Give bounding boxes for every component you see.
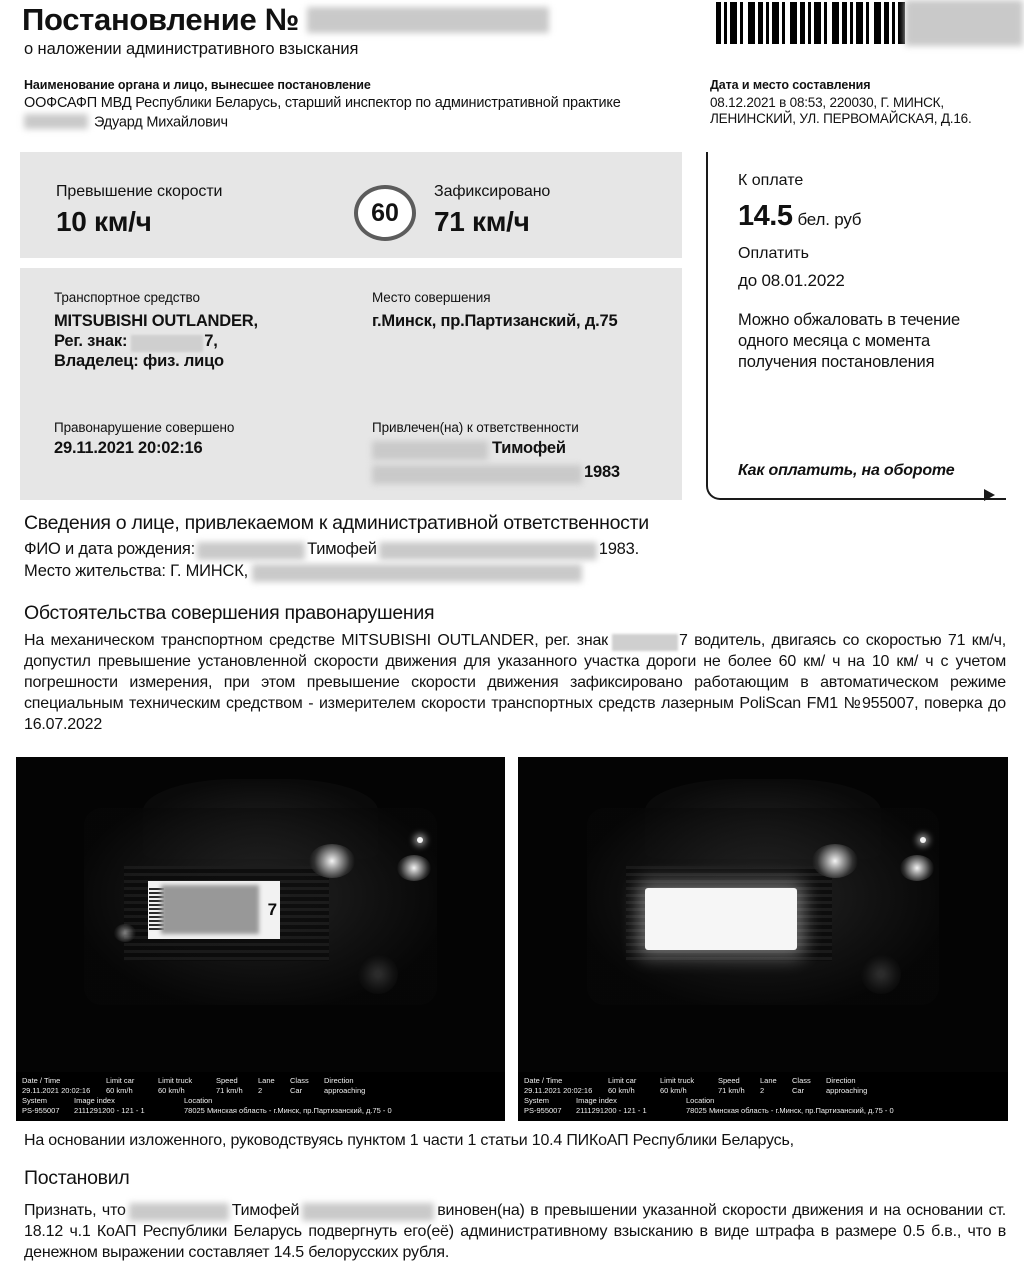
document-subtitle: о наложении административного взыскания	[24, 40, 359, 58]
person-address-label: Место жительства:	[24, 562, 166, 580]
ruling-text-part-2: виновен(на) в превышении указанной скорости движения и на основании ст. 18.12 ч.1 КоАП Республики Беларусь подвергнуть его(её) административному взысканию в виде штрафа в размере 0.5 б.в., что в денежном выражении составляет 14.5 белорусских рубля.	[24, 1202, 1006, 1261]
overlay-col-datetime-header: Date / Time	[22, 1076, 61, 1085]
overlay-header-row	[524, 1076, 1002, 1086]
redacted-ruling-surname	[129, 1203, 229, 1221]
legal-basis-text: На основании изложенного, руководствуясь пунктом 1 части 1 статьи 10.4 ПИКоАП Республики Беларусь,	[24, 1132, 794, 1149]
responsible-person-first-name: Тимофей	[492, 439, 566, 457]
pay-by-date: до 08.01.2022	[738, 271, 845, 290]
person-first-name: Тимофей	[307, 540, 377, 558]
redacted-surname	[372, 441, 488, 460]
overlay-lane-value: 2	[258, 1086, 263, 1095]
overlay-limittruck-value: 60 km/h	[158, 1086, 185, 1095]
issue-date-line-1: 08.12.2021 в 08:53, 220030, Г. МИНСК,	[710, 95, 944, 110]
vehicle-wheel-shape	[861, 954, 901, 994]
amount-due-value	[738, 200, 861, 233]
evidence-photo-right	[518, 757, 1008, 1121]
issue-date-label: Дата и место составления	[710, 78, 871, 92]
vehicle-plate-prefix: Рег. знак:	[54, 332, 128, 350]
overlay-col-limittruck-header: Limit truck	[158, 1076, 193, 1085]
violation-details-panel	[20, 268, 682, 500]
redacted-plate-in-photo	[161, 885, 259, 934]
overlay-datetime-value: 29.11.2021 20:02:16	[524, 1086, 593, 1095]
overlay-direction-value: approaching	[826, 1086, 868, 1095]
responsible-person-birth-year: 1983	[584, 463, 620, 481]
photo-overlay-data-left	[16, 1072, 505, 1121]
how-to-pay-note: Как оплатить, на обороте	[738, 462, 955, 479]
overlay-col-direction-header: Direction	[324, 1076, 354, 1085]
violation-time-value: 29.11.2021 20:02:16	[54, 439, 203, 457]
barcode	[716, 2, 906, 44]
person-fio-row	[24, 540, 639, 559]
arrow-right-icon	[984, 489, 995, 501]
overlay-datetime-value: 29.11.2021 20:02:16	[22, 1086, 91, 1095]
violation-place-label: Место совершения	[372, 290, 491, 305]
issue-date-line-2: ЛЕНИНСКИЙ, УЛ. ПЕРВОМАЙСКАЯ, Д.16.	[710, 111, 972, 126]
vehicle-plate	[54, 332, 218, 351]
overlay-col-system-header: System	[524, 1096, 550, 1105]
circumstances-heading: Обстоятельства совершения правонарушения	[24, 602, 435, 624]
speed-excess-label: Превышение скорости	[56, 183, 223, 200]
ruling-text	[24, 1200, 1006, 1263]
redacted-birthdate	[372, 465, 582, 484]
overlay-value-row	[524, 1086, 1002, 1096]
overlay-value-row	[22, 1086, 499, 1096]
issuing-officer-name	[24, 114, 228, 131]
speed-excess-value: 10 км/ч	[56, 206, 152, 237]
overlay-col-class-header: Class	[290, 1076, 309, 1085]
overlay-limitcar-value: 60 km/h	[106, 1086, 133, 1095]
recorded-speed-label: Зафиксировано	[434, 183, 551, 200]
issuing-officer-name-text: Эдуард Михайлович	[94, 114, 228, 131]
overlay-col-speed-header: Speed	[718, 1076, 740, 1085]
light-glint	[417, 837, 423, 843]
overlay-speed-value: 71 km/h	[718, 1086, 745, 1095]
redacted-officer-surname	[24, 114, 88, 129]
overlay-location-value: 78025 Минская область - г.Минск, пр.Партизанский, д.75 - 0	[686, 1106, 894, 1115]
overlay-col-lane-header: Lane	[760, 1076, 777, 1085]
redacted-plate-in-text	[612, 634, 678, 651]
person-fio-label: ФИО и дата рождения:	[24, 540, 196, 558]
overlay-limittruck-value: 60 km/h	[660, 1086, 687, 1095]
ruling-heading: Постановил	[24, 1167, 130, 1189]
speed-limit-sign-value: 60	[371, 198, 399, 227]
amount-due-currency: бел. руб	[797, 210, 862, 229]
overlay-header-row	[22, 1076, 499, 1086]
issuing-authority-value: ООФСАФП МВД Республики Беларусь, старший инспектор по административной практике	[24, 95, 621, 111]
redacted-person-surname	[197, 542, 305, 560]
plate-visible-digit: 7	[267, 899, 278, 919]
issuing-authority-label: Наименование органа и лицо, вынесшее постановление	[24, 78, 371, 92]
violation-time-label: Правонарушение совершено	[54, 420, 235, 435]
overlay-limitcar-value: 60 km/h	[608, 1086, 635, 1095]
circumstances-text	[24, 630, 1006, 735]
overlay-col-system-header: System	[22, 1096, 48, 1105]
evidence-photo-left	[16, 757, 505, 1121]
overlay-system-value: PS-955007	[524, 1106, 562, 1115]
redacted-person-patronymic	[379, 542, 597, 560]
overlay-col-imageindex-header: Image index	[576, 1096, 617, 1105]
recorded-speed-value: 71 км/ч	[434, 206, 530, 237]
overlay-col-speed-header: Speed	[216, 1076, 238, 1085]
license-plate-overexposed	[645, 888, 797, 950]
overlay-lane-value: 2	[760, 1086, 765, 1095]
overlay-col-location-header: Location	[686, 1096, 715, 1105]
redacted-case-number	[307, 7, 549, 33]
overlay-class-value: Car	[290, 1086, 303, 1095]
redacted-person-address	[252, 564, 582, 582]
photo-overlay-data-right	[518, 1072, 1008, 1121]
person-section-heading: Сведения о лице, привлекаемом к административной ответственности	[24, 512, 649, 534]
vehicle-model: MITSUBISHI OUTLANDER,	[54, 312, 258, 330]
pay-by-label: Оплатить	[738, 245, 809, 262]
overlay-col-imageindex-header: Image index	[74, 1096, 115, 1105]
vehicle-label: Транспортное средство	[54, 290, 200, 305]
light-glint	[920, 837, 926, 843]
overlay-header-row-2	[22, 1096, 499, 1106]
ruling-text-part-1: Признать, что	[24, 1202, 126, 1219]
vehicle-owner: Владелец: физ. лицо	[54, 352, 224, 370]
overlay-col-datetime-header: Date / Time	[524, 1076, 563, 1085]
overlay-col-class-header: Class	[792, 1076, 811, 1085]
license-plate-region	[148, 881, 280, 939]
vehicle-wheel-shape	[358, 954, 398, 994]
redacted-barcode-number	[905, 0, 1023, 46]
circumstances-text-part-2: 7 водитель, двигаясь со скоростью 71 км/ч, допустил превышение установленной скорости движения для указанного участка дороги не более 60 км/ ч на 10 км/ ч с учетом погрешности измерения, при этом превышение скорости движения зафиксировано работающим в автоматическом режиме специальным техническим средством - измерителем скорости транспортных средств лазерным PoliScan FM1 №955007, поверка до 16.07.2022	[24, 632, 1006, 733]
overlay-location-value: 78025 Минская область - г.Минск, пр.Партизанский, д.75 - 0	[184, 1106, 392, 1115]
overlay-col-limitcar-header: Limit car	[608, 1076, 637, 1085]
redacted-plate-number	[131, 335, 203, 352]
person-birth-year: 1983.	[598, 540, 640, 558]
overlay-value-row-2	[22, 1106, 499, 1116]
overlay-imageindex-value: 2111291200 - 121 - 1	[576, 1106, 647, 1115]
speed-summary-panel	[20, 152, 682, 258]
amount-due-label: К оплате	[738, 172, 804, 189]
page-title-text: Постановление №	[22, 2, 299, 37]
appeal-notice: Можно обжаловать в течение одного месяца с момента получения постановления	[738, 311, 961, 371]
speed-limit-sign-icon	[354, 185, 416, 241]
overlay-col-limitcar-header: Limit car	[106, 1076, 135, 1085]
overlay-system-value: PS-955007	[22, 1106, 60, 1115]
person-address-row	[24, 562, 582, 581]
redacted-ruling-patronymic	[302, 1203, 434, 1221]
person-address-city: Г. МИНСК,	[170, 562, 249, 580]
overlay-col-lane-header: Lane	[258, 1076, 275, 1085]
overlay-imageindex-value: 2111291200 - 121 - 1	[74, 1106, 145, 1115]
vehicle-plate-suffix: 7,	[204, 332, 218, 350]
responsible-person-name	[372, 439, 566, 458]
overlay-direction-value: approaching	[324, 1086, 366, 1095]
overlay-class-value: Car	[792, 1086, 805, 1095]
violation-place-value: г.Минск, пр.Партизанский, д.75	[372, 312, 618, 330]
overlay-header-row-2	[524, 1096, 1002, 1106]
amount-due-number: 14.5	[738, 200, 793, 232]
overlay-col-limittruck-header: Limit truck	[660, 1076, 695, 1085]
overlay-col-location-header: Location	[184, 1096, 213, 1105]
circumstances-text-part-1: На механическом транспортном средстве MITSUBISHI OUTLANDER, рег. знак	[24, 632, 608, 649]
responsible-person-label: Привлечен(на) к ответственности	[372, 420, 579, 435]
overlay-col-direction-header: Direction	[826, 1076, 856, 1085]
responsible-person-birth	[372, 463, 620, 482]
page-title	[22, 2, 549, 38]
overlay-value-row-2	[524, 1106, 1002, 1116]
overlay-speed-value: 71 km/h	[216, 1086, 243, 1095]
ruling-person-name: Тимофей	[231, 1202, 300, 1219]
